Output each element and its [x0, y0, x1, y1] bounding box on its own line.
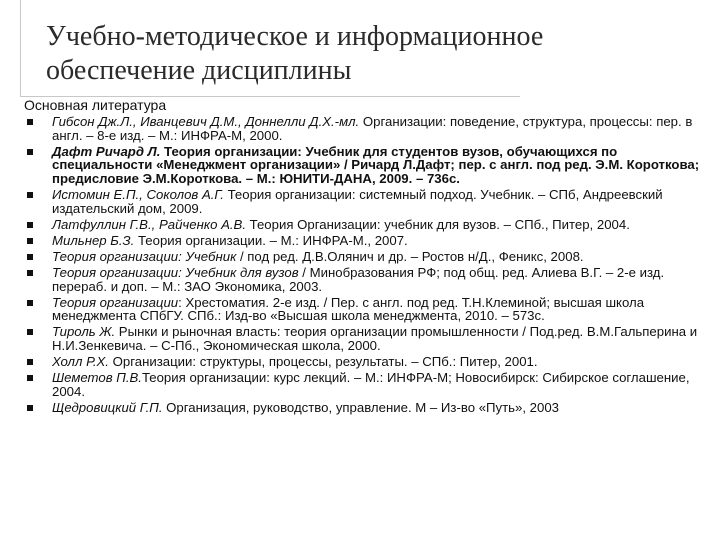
- literature-section: [24, 97, 714, 417]
- list-item: [24, 234, 714, 248]
- item-details: Организации: поведение, структура, процессы: пер. в англ. – 8-е изд. – М.: ИНФРА-М, 2000.: [52, 114, 693, 143]
- section-heading: Основная литература: [24, 97, 167, 113]
- literature-list: [24, 115, 714, 414]
- list-item: [24, 266, 714, 293]
- item-author: Латфуллин Г.В., Райченко А.В.: [52, 216, 246, 232]
- list-item: [24, 188, 714, 215]
- list-item: [24, 250, 714, 264]
- square-bullet-icon: [27, 405, 33, 411]
- item-details: Теория организации. – М.: ИНФРА-М., 2007.: [134, 232, 408, 248]
- item-title-italic: Теория организации: Учебник: [52, 248, 237, 264]
- item-details: : Хрестоматия. 2-е изд. / Пер. с англ. под ред. Т.Н.Клеминой; высшая школа менеджмента СПбГУ. СПб.: Изд-во «Высшая школа менеджмента, 2010. – 573с.: [52, 294, 645, 324]
- square-bullet-icon: [27, 149, 33, 155]
- item-title-italic: Теория организации: [52, 294, 179, 310]
- list-item: [24, 371, 714, 398]
- square-bullet-icon: [27, 192, 33, 198]
- square-bullet-icon: [27, 119, 33, 125]
- square-bullet-icon: [27, 238, 33, 244]
- square-bullet-icon: [27, 300, 33, 306]
- item-details: Теория организации: Учебник для студентов вузов, обучающихся по специальности «Менеджмент организации» / Ричард Л.Дафт; пер. с англ. под ред. Э.М. Короткова; предисловие Э.М.Короткова. – М.: ЮНИТИ-ДАНА, 2009. – 736с.: [52, 143, 700, 186]
- list-item: [24, 115, 714, 142]
- item-details: / Минобразования РФ; под общ. ред. Алиева В.Г. – 2-е изд. перераб. и доп. – М.: ЗАО Экономика, 2003.: [52, 264, 665, 294]
- list-item: [24, 296, 714, 323]
- item-author: Гибсон Дж.Л., Иванцевич Д.М., Доннелли Д.Х.-мл.: [52, 114, 360, 129]
- item-details: / под ред. Д.В.Олянич и др. – Ростов н/Д., Феникс, 2008.: [236, 248, 584, 264]
- page-title: [46, 20, 686, 88]
- square-bullet-icon: [27, 254, 33, 260]
- list-item: [24, 401, 714, 415]
- item-author: Истомин Е.П., Соколов А.Г.: [52, 186, 224, 202]
- title-line-1: Учебно-методическое и информационное: [46, 21, 544, 52]
- list-item: [24, 325, 714, 352]
- item-details: Рынки и рыночная власть: теория организации промышленности / Под.ред. В.М.Гальперина и Н.И.Зенкевича. – С-Пб., Экономическая школа, 2000.: [52, 324, 698, 353]
- item-details: Организации: структуры, процессы, результаты. – СПб.: Питер, 2001.: [108, 354, 538, 369]
- item-author: Щедровицкий Г.П.: [52, 399, 163, 415]
- item-author: Шеметов П.В.: [52, 370, 142, 386]
- item-author: Холл Р.Х.: [52, 354, 109, 369]
- list-item: [24, 218, 714, 232]
- frame-vertical-line: [20, 0, 21, 96]
- square-bullet-icon: [27, 222, 33, 228]
- item-author: Мильнер Б.З.: [52, 232, 135, 248]
- square-bullet-icon: [27, 359, 33, 365]
- item-details: Теория организации: системный подход. Учебник. – СПб, Андреевский издательский дом, 2009.: [52, 186, 663, 216]
- item-author: Дафт Ричард Л.: [52, 143, 161, 159]
- square-bullet-icon: [27, 329, 33, 335]
- item-title-italic: Теория организации: Учебник для вузов: [52, 264, 299, 280]
- square-bullet-icon: [27, 270, 33, 276]
- item-details: Теория организации: курс лекций. – М.: ИНФРА-М; Новосибирск: Сибирское соглашение, 2004.: [52, 370, 690, 399]
- list-item: [24, 355, 714, 369]
- list-item: [24, 145, 714, 186]
- square-bullet-icon: [27, 375, 33, 381]
- item-author: Тироль Ж.: [52, 324, 116, 340]
- item-details: Теория Организации: учебник для вузов. – СПб., Питер, 2004.: [246, 216, 630, 232]
- item-details: Организация, руководство, управление. М – Из-во «Путь», 2003: [162, 399, 560, 415]
- title-line-2: обеспечение дисциплины: [46, 55, 352, 86]
